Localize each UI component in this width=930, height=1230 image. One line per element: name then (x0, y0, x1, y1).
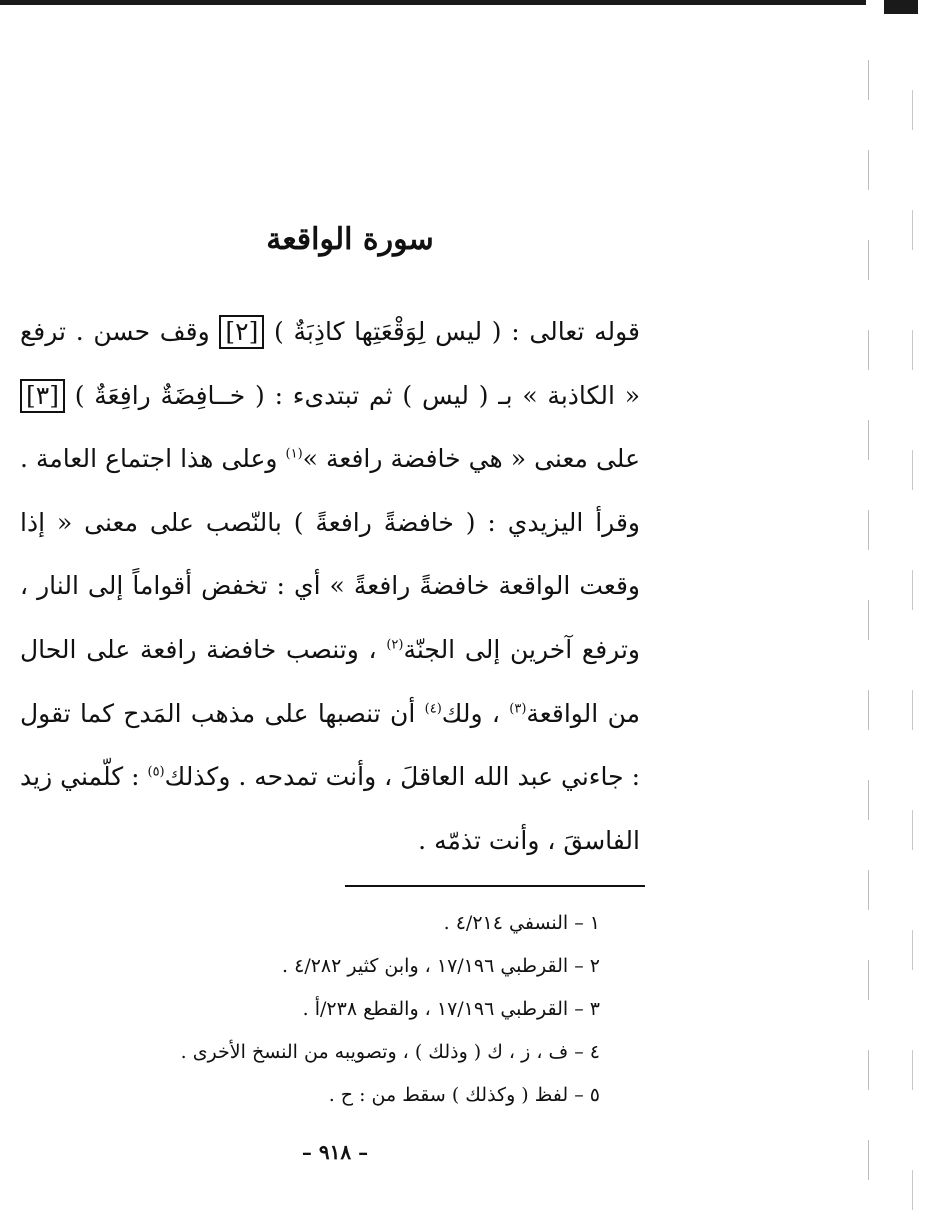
footnote-item: ٣ – القرطبي ١٧/١٩٦ ، والقطع ٢٣٨/أ . (302, 998, 600, 1020)
footnote-ref[interactable]: (١) (285, 446, 303, 462)
text-run: ، وتنصب خافضة رافعة على الحال من الواقعة (20, 634, 640, 728)
footnote-divider (345, 885, 645, 887)
main-paragraph (20, 300, 640, 872)
footnote-item: ٢ – القرطبي ١٧/١٩٦ ، وابن كثير ٤/٢٨٢ . (282, 955, 600, 977)
verse-number-box: [٢] (219, 315, 264, 349)
text-run: وقف حسن . ترفع « الكاذبة » بـ ( ليس ) ثم تبتدىء : ( خــافِضَةٌ رافِعَةٌ ) (20, 317, 640, 410)
footnote-ref[interactable]: (٤) (424, 701, 442, 717)
text-run: وعلى هذا اجتماع العامة . وقرأ اليزيدي : ( خافضةً رافعةً ) بالنّصب على معنى « إذا وقعت الواقعة خافضةً رافعةً » أي : تخفض أقواماً إلى النار ، وترفع آخرين إلى الجنّة (20, 444, 641, 664)
text-run: : كلّمني زيد الفاسقَ ، وأنت تذمّه . (20, 762, 640, 855)
footnote-ref[interactable]: (٥) (147, 764, 165, 780)
page-title: سورة الواقعة (266, 222, 434, 257)
footnote-ref[interactable]: (٢) (386, 637, 404, 653)
footnote-item: ١ – النسفي ٤/٢١٤ . (443, 912, 600, 934)
verse-number-box: [٣] (20, 379, 65, 413)
footnotes-list (100, 902, 600, 1117)
text-run: ، ولك (441, 698, 510, 728)
page-number: – ٩١٨ – (301, 1140, 369, 1164)
footnote-item: ٤ – ف ، ز ، ك ( وذلك ) ، وتصويبه من النسخ الأخرى . (180, 1041, 600, 1063)
footnote-item: ٥ – لفظ ( وكذلك ) سقط من : ح . (328, 1084, 600, 1106)
text-run: قوله تعالى : ( ليس لِوَقْعَتِها كاذِبَةٌ ) (264, 317, 640, 346)
text-run: على معنى « هي خافضة رافعة » (302, 444, 640, 474)
footnote-ref[interactable]: (٣) (509, 701, 527, 717)
text-run: أن تنصبها على مذهب المَدح كما تقول : جاءني عبد الله العاقلَ ، وأنت تمدحه . وكذلك (20, 698, 640, 792)
